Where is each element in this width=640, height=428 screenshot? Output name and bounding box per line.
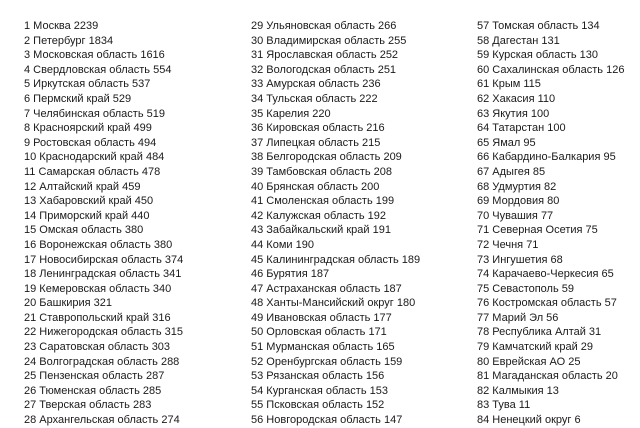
region-entry: 28 Архангельская область 274 bbox=[24, 414, 180, 427]
region-entry: 63 Якутия 100 bbox=[477, 107, 550, 120]
region-entry: 29 Ульяновская область 266 bbox=[251, 20, 397, 32]
region-entry: 18 Ленинградская область 341 bbox=[24, 268, 182, 281]
region-entry: 49 Ивановская область 177 bbox=[251, 311, 392, 324]
region-entry: 24 Волгоградская область 288 bbox=[24, 355, 180, 368]
region-entry: 3 Московская область 1616 bbox=[24, 49, 165, 62]
region-entry: 67 Адыгея 85 bbox=[477, 165, 546, 178]
region-entry: 27 Тверская область 283 bbox=[24, 399, 152, 412]
region-entry: 41 Смоленская область 199 bbox=[251, 195, 395, 208]
ranking-column-1 bbox=[24, 19, 183, 428]
region-entry: 61 Крым 115 bbox=[477, 78, 541, 91]
region-entry: 71 Северная Осетия 75 bbox=[477, 224, 598, 237]
region-entry: 73 Ингушетия 68 bbox=[477, 253, 563, 266]
region-entry: 1 Москва 2239 bbox=[24, 20, 99, 32]
region-entry: 77 Марий Эл 56 bbox=[477, 311, 559, 324]
region-entry: 25 Пензенская область 287 bbox=[24, 370, 165, 383]
region-entry: 53 Рязанская область 156 bbox=[251, 370, 385, 383]
region-entry: 62 Хакасия 110 bbox=[477, 92, 556, 105]
region-entry: 64 Татарстан 100 bbox=[477, 122, 566, 135]
region-entry: 39 Тамбовская область 208 bbox=[251, 165, 393, 178]
region-entry: 52 Оренбургская область 159 bbox=[251, 355, 403, 368]
region-entry: 56 Новгородская область 147 bbox=[251, 414, 403, 427]
region-entry: 51 Мурманская область 165 bbox=[251, 341, 395, 354]
region-entry: 50 Орловская область 171 bbox=[251, 326, 387, 339]
region-entry: 13 Хабаровский край 450 bbox=[24, 195, 154, 208]
region-entry: 40 Брянская область 200 bbox=[251, 180, 380, 193]
region-entry: 68 Удмуртия 82 bbox=[477, 180, 557, 193]
region-entry: 11 Самарская область 478 bbox=[24, 165, 161, 178]
region-entry: 69 Мордовия 80 bbox=[477, 195, 560, 208]
region-entry: 12 Алтайский край 459 bbox=[24, 180, 141, 193]
region-entry: 33 Амурская область 236 bbox=[251, 78, 381, 91]
region-entry: 82 Калмыкия 13 bbox=[477, 384, 559, 397]
region-entry: 76 Костромская область 57 bbox=[477, 297, 617, 310]
region-entry: 81 Магаданская область 20 bbox=[477, 370, 618, 383]
region-entry: 35 Карелия 220 bbox=[251, 107, 331, 120]
region-entry: 79 Камчатский край 29 bbox=[477, 341, 594, 354]
region-entry: 47 Астраханская область 187 bbox=[251, 282, 402, 295]
region-entry: 38 Белгородская область 209 bbox=[251, 151, 402, 164]
region-entry: 5 Иркутская область 537 bbox=[24, 78, 151, 91]
region-entry: 70 Чувашия 77 bbox=[477, 209, 554, 222]
region-entry: 42 Калужская область 192 bbox=[251, 209, 387, 222]
region-entry: 9 Ростовская область 494 bbox=[24, 136, 157, 149]
region-entry: 21 Ставропольский край 316 bbox=[24, 311, 171, 324]
region-entry: 48 Ханты-Мансийский округ 180 bbox=[251, 297, 416, 310]
ranking-column-2 bbox=[251, 19, 420, 428]
region-entry: 8 Красноярский край 499 bbox=[24, 122, 152, 135]
region-entry: 15 Омская область 380 bbox=[24, 224, 144, 237]
region-entry: 10 Краснодарский край 484 bbox=[24, 151, 165, 164]
region-entry: 55 Псковская область 152 bbox=[251, 399, 385, 412]
region-entry: 20 Башкирия 321 bbox=[24, 297, 113, 310]
region-entry: 57 Томская область 134 bbox=[477, 20, 600, 32]
region-entry: 45 Калининградская область 189 bbox=[251, 253, 421, 266]
region-entry: 80 Еврейская АО 25 bbox=[477, 355, 581, 368]
region-entry: 43 Забайкальский край 191 bbox=[251, 224, 391, 237]
region-entry: 22 Нижегородская область 315 bbox=[24, 326, 183, 339]
region-entry: 60 Сахалинская область 126 bbox=[477, 63, 625, 76]
region-entry: 17 Новосибирская область 374 bbox=[24, 253, 184, 266]
region-entry: 30 Владимирская область 255 bbox=[251, 34, 407, 47]
region-entry: 4 Свердловская область 554 bbox=[24, 63, 172, 76]
region-entry: 54 Курганская область 153 bbox=[251, 384, 388, 397]
region-entry: 14 Приморский край 440 bbox=[24, 209, 150, 222]
region-entry: 46 Бурятия 187 bbox=[251, 268, 330, 281]
region-entry: 6 Пермский край 529 bbox=[24, 92, 132, 105]
region-entry: 83 Тува 11 bbox=[477, 399, 531, 412]
region-entry: 44 Коми 190 bbox=[251, 238, 314, 251]
region-entry: 59 Курская область 130 bbox=[477, 49, 599, 62]
region-entry: 65 Ямал 95 bbox=[477, 136, 536, 149]
region-entry: 74 Карачаево-Черкесия 65 bbox=[477, 268, 614, 281]
region-entry: 58 Дагестан 131 bbox=[477, 34, 560, 47]
region-entry: 16 Воронежская область 380 bbox=[24, 238, 173, 251]
region-entry: 23 Саратовская область 303 bbox=[24, 341, 171, 354]
region-entry: 78 Республика Алтай 31 bbox=[477, 326, 602, 339]
region-entry: 84 Ненецкий округ 6 bbox=[477, 414, 581, 427]
region-entry: 36 Кировская область 216 bbox=[251, 122, 385, 135]
region-entry: 72 Чечня 71 bbox=[477, 238, 539, 251]
region-entry: 2 Петербург 1834 bbox=[24, 34, 114, 47]
region-entry: 34 Тульская область 222 bbox=[251, 92, 378, 105]
region-entry: 31 Ярославская область 252 bbox=[251, 49, 399, 62]
region-entry: 7 Челябинская область 519 bbox=[24, 107, 165, 120]
region-entry: 32 Вологодская область 251 bbox=[251, 63, 397, 76]
region-entry: 19 Кемеровская область 340 bbox=[24, 282, 172, 295]
region-entry: 37 Липецкая область 215 bbox=[251, 136, 381, 149]
region-entry: 66 Кабардино-Балкария 95 bbox=[477, 151, 616, 164]
ranking-column-3 bbox=[477, 19, 624, 428]
region-entry: 26 Тюменская область 285 bbox=[24, 384, 162, 397]
region-entry: 75 Севастополь 59 bbox=[477, 282, 574, 295]
